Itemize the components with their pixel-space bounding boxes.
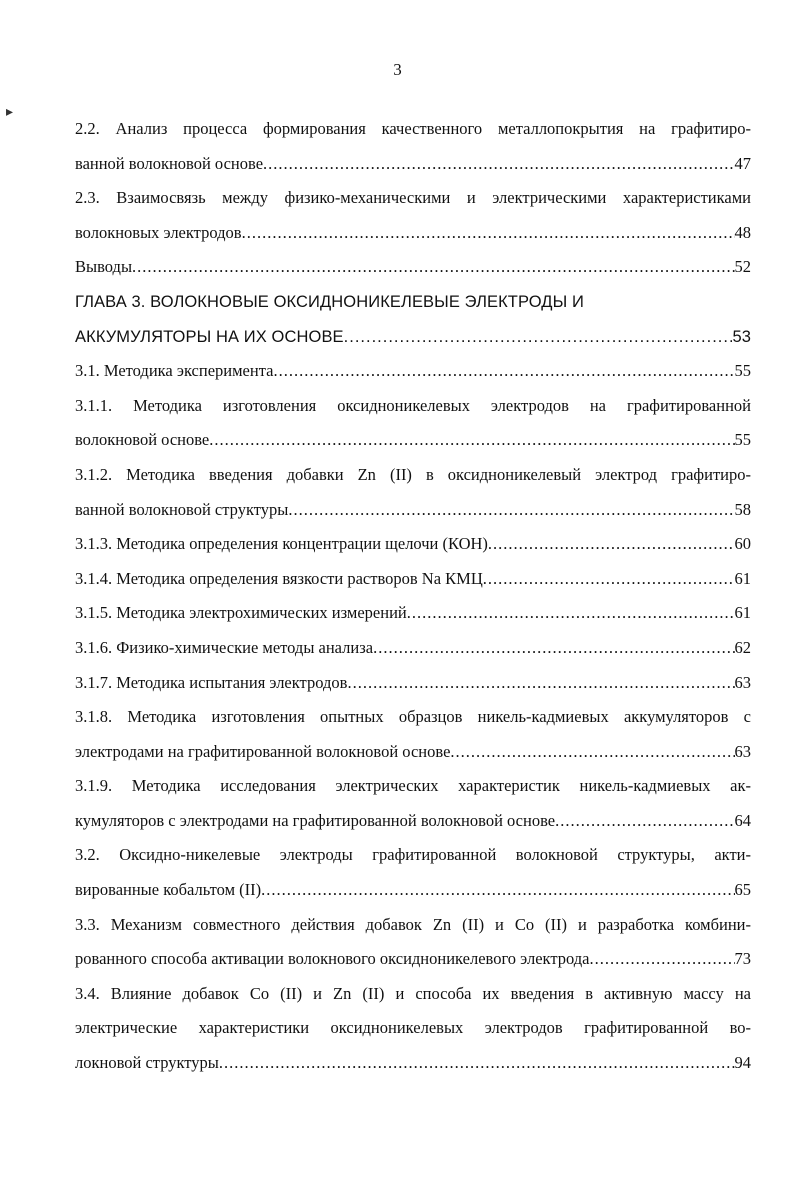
toc-text: 3.1.9. Методика исследования электрических характеристик никель-кадмиевых ак- [75, 776, 751, 796]
toc-text: 2.2. Анализ процесса формирования качественного металлопокрытия на графитиро- [75, 119, 751, 138]
dot-leader [589, 942, 734, 977]
toc-page-number: 53 [732, 327, 751, 346]
toc-page-number: 48 [734, 222, 751, 242]
toc-page-number: 61 [734, 568, 751, 588]
toc-line-2-3-a [75, 181, 751, 216]
toc-text: 3.1.7. Методика испытания электродов [75, 672, 348, 692]
page-number: 3 [393, 60, 402, 79]
toc-text: 3.1.6. Физико-химические методы анализа [75, 637, 374, 657]
toc-text: 3.1.8. Методика изготовления опытных образцов никель-кадмиевых аккумуляторов с [75, 707, 751, 727]
toc-line-3-2-a [75, 838, 751, 873]
toc-page-number: 63 [734, 672, 751, 692]
toc-page-number: 58 [734, 499, 751, 519]
toc-line-3-2-b [75, 873, 751, 908]
toc-line-2-3-b [75, 216, 751, 251]
toc-text: волокновой основе [75, 430, 210, 450]
toc-text: рованного способа активации волокнового оксидноникелевого электрода [75, 949, 590, 969]
toc-page-number: 47 [734, 153, 751, 173]
dot-leader [263, 147, 734, 182]
toc-page-number: 64 [734, 810, 751, 830]
toc-line-3-1-9-a [75, 769, 751, 804]
dot-leader [132, 250, 734, 285]
toc-text: 3.1.3. Методика определения концентрации щелочи (КОН) [75, 534, 488, 554]
toc-line-3-1-8-b [75, 735, 751, 770]
dot-leader [219, 1046, 735, 1081]
toc-line-3-1 [75, 354, 751, 389]
toc-text: 3.1. Методика эксперимента [75, 361, 274, 381]
dot-leader [344, 320, 733, 355]
toc-text: 3.1.5. Методика электрохимических измерений [75, 603, 407, 623]
toc-text: 3.1.4. Методика определения вязкости растворов Na КМЦ [75, 568, 483, 588]
toc-page-number: 62 [734, 637, 751, 657]
dot-leader [488, 527, 735, 562]
toc-page-number: 60 [734, 534, 751, 554]
dot-leader [555, 804, 734, 839]
dot-leader [242, 216, 735, 251]
toc-page-number: 55 [734, 361, 751, 381]
dot-leader [407, 596, 735, 631]
toc-text: 3.1.2. Методика введения добавки Zn (II) в оксидноникелевый электрод графитиро- [75, 464, 751, 484]
toc-page-number: 52 [734, 257, 751, 277]
toc-text: 3.2. Оксидно-никелевые электроды графитированной волокновой структуры, акти- [75, 845, 751, 865]
toc-line-2-2-a [75, 112, 751, 147]
toc-line-3-1-7 [75, 666, 751, 701]
dot-leader [373, 631, 734, 666]
toc-page-number: 73 [734, 949, 751, 969]
toc-text: ванной волокновой основе [75, 153, 264, 173]
toc-text: 3.1.1. Методика изготовления оксидноникелевых электродов на графитированной [75, 395, 751, 415]
toc-text: электрические характеристики оксидноникелевых электродов графитированной во- [75, 1018, 751, 1038]
toc-line-3-4-a [75, 977, 751, 1012]
toc-line-3-3-b [75, 942, 751, 977]
toc-line-3-1-9-b [75, 804, 751, 839]
table-of-contents [75, 112, 751, 1081]
toc-line-3-1-4 [75, 562, 751, 597]
toc-line-3-1-5 [75, 596, 751, 631]
toc-page-number: 61 [734, 603, 751, 623]
dot-leader [483, 562, 735, 597]
dot-leader [347, 666, 734, 701]
toc-line-ch3-b [75, 320, 751, 355]
toc-page-number: 65 [734, 880, 751, 900]
toc-line-3-1-6 [75, 631, 751, 666]
toc-text: 3.4. Влияние добавок Co (II) и Zn (II) и способа их введения в активную массу на [75, 983, 751, 1003]
toc-line-3-1-1-a [75, 389, 751, 424]
toc-line-3-4-b [75, 1011, 751, 1046]
toc-line-3-1-3 [75, 527, 751, 562]
dot-leader [288, 493, 734, 528]
toc-page-number: 63 [734, 741, 751, 761]
toc-text: кумуляторов с электродами на графитированной волокновой основе [75, 810, 556, 830]
toc-line-3-3-a [75, 908, 751, 943]
dot-leader [209, 423, 734, 458]
toc-text: локновой структуры [75, 1053, 219, 1073]
toc-line-3-1-8-a [75, 700, 751, 735]
toc-text: электродами на графитированной волокновой основе [75, 741, 451, 761]
toc-text: волокновых электродов [75, 222, 242, 242]
toc-text: Выводы [75, 257, 133, 277]
dot-leader [450, 735, 734, 770]
toc-text: ГЛАВА 3. ВОЛОКНОВЫЕ ОКСИДНОНИКЕЛЕВЫЕ ЭЛЕКТРОДЫ И [75, 292, 584, 311]
toc-page-number: 94 [734, 1053, 751, 1073]
toc-text: 2.3. Взаимосвязь между физико-механическими и электрическими характеристиками [75, 188, 751, 208]
toc-line-2-2-b [75, 147, 751, 182]
toc-text: АККУМУЛЯТОРЫ НА ИХ ОСНОВЕ [75, 327, 344, 346]
toc-text: ванной волокновой структуры [75, 499, 289, 519]
toc-line-3-4-c [75, 1046, 751, 1081]
dot-leader [273, 354, 734, 389]
toc-text: вированные кобальтом (II) [75, 880, 262, 900]
toc-line-3-1-1-b [75, 423, 751, 458]
dot-leader [261, 873, 734, 908]
toc-line-ch3-a [75, 285, 751, 320]
toc-text: 3.3. Механизм совместного действия добавок Zn (II) и Co (II) и разработка комбини- [75, 914, 751, 934]
toc-line-vyvody [75, 250, 751, 285]
toc-line-3-1-2-a [75, 458, 751, 493]
toc-page-number: 55 [734, 430, 751, 450]
scan-mark: ▸ [6, 105, 14, 120]
toc-line-3-1-2-b [75, 493, 751, 528]
